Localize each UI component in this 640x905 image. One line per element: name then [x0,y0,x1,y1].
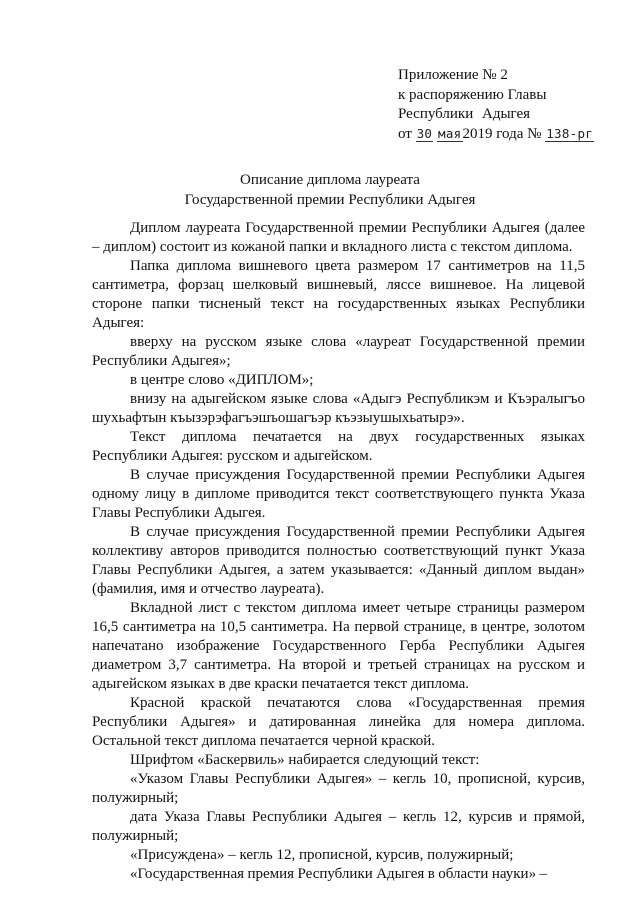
paragraph: внизу на адыгейском языке слова «Адыгэ Республикэм и Къэралыгъо шухьафтын къызэрэфагъэшъошагъэр къэзыушыхьатырэ». [92,391,585,426]
paragraph: Красной краской печатаются слова «Государственная премия Республики Адыгея» и датированная линейка для номера диплома. Остальной текст диплома печатается черной краской. [92,695,585,749]
paragraph: Вкладной лист с текстом диплома имеет четыре страницы размером 16,5 сантиметра на 10,5 сантиметра. На первой странице, в центре, золотом напечатано изображение Государственного Герба Республики Адыгея диаметром 3,7 сантиметра. На второй и третьей страницах на русском и адыгейском языках в две краски печатается текст диплома. [92,600,585,692]
handwritten-order-number: 138-рг [546,125,594,141]
date-year-text: 2019 года № [462,125,542,142]
document-title [80,170,580,210]
paragraph: в центре слово «ДИПЛОМ»; [130,372,314,388]
appendix-line-2: к распоряжению Главы [398,86,547,103]
appendix-block [398,66,618,144]
handwritten-date-day: 30 [416,125,433,141]
appendix-word-adygea: Адыгея [482,106,531,122]
title-line-2: Государственной премии Республики Адыгея [184,192,476,208]
paragraph: Папка диплома вишневого цвета размером 17 сантиметров на 11,5 сантиметра, форзац шелковый вишневый, ляссе вишневое. На лицевой стороне папки тисненый текст на государственных языках Республики Адыгея: [92,258,585,331]
handwritten-date-month: мая [438,125,462,141]
appendix-line-1: Приложение № 2 [398,67,508,83]
paragraph: Диплом лауреата Государственной премии Республики Адыгея (далее – диплом) состоит из кожаной папки и вкладного листа с текстом диплома. [92,220,585,255]
paragraph: дата Указа Главы Республики Адыгея – кегль 12, курсив и прямой, полужирный; [92,809,585,844]
title-line-1: Описание диплома лауреата [240,172,420,188]
appendix-word-republic: Республики [398,106,474,122]
paragraph: Шрифтом «Баскервиль» набирается следующий текст: [130,752,480,768]
paragraph: В случае присуждения Государственной премии Республики Адыгея коллективу авторов приводится полностью соответствующий пункт Указа Главы Республики Адыгея, а затем указывается: «Данный диплом выдан» (фамилия, имя и отчество лауреата). [92,524,585,597]
paragraph: «Присуждена» – кегль 12, прописной, курсив, полужирный; [130,847,514,863]
appendix-date-line [398,125,618,145]
paragraph: Текст диплома печатается на двух государственных языках Республики Адыгея: русском и адыгейском. [92,429,585,464]
document-body [92,219,585,884]
paragraph: «Государственная премия Республики Адыгея в области науки» – [130,866,548,882]
paragraph: «Указом Главы Республики Адыгея» – кегль 10, прописной, курсив, полужирный; [92,771,585,806]
appendix-line-3 [398,105,618,125]
paragraph: вверху на русском языке слова «лауреат Государственной премии Республики Адыгея»; [92,334,585,369]
paragraph: В случае присуждения Государственной премии Республики Адыгея одному лицу в дипломе приводится текст соответствующего пункта Указа Главы Республики Адыгея. [92,467,585,521]
date-prefix: от [398,125,412,142]
